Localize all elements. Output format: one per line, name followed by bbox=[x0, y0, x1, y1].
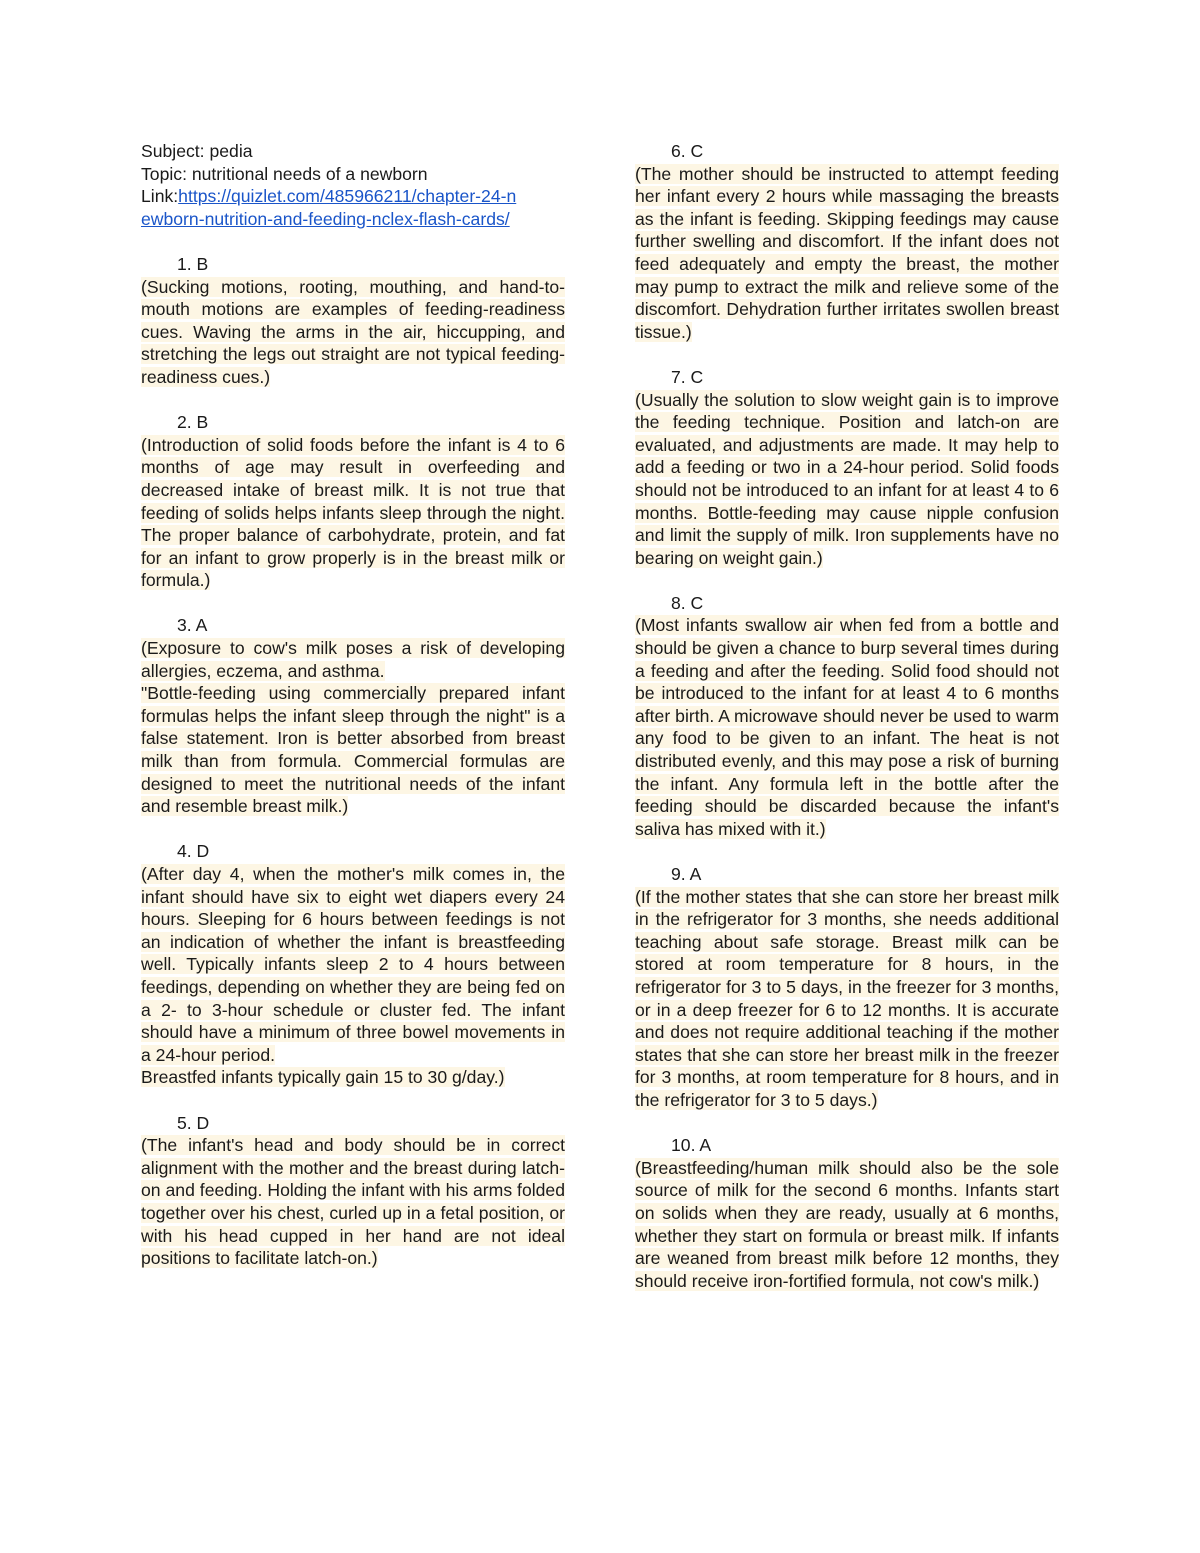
answer-2-label: 2. B bbox=[177, 412, 209, 433]
answer-7-label: 7. C bbox=[671, 366, 704, 387]
left-column bbox=[141, 140, 565, 1270]
answer-10-explanation: (Breastfeeding/human milk should also be the sole source of milk for the second 6 months. Infants start on solids when they are ready, usually at 6 months, whether they start on formula or breast milk. If infants are weaned from breast milk before 12 months, they should receive iron-fortified formula, not cow's milk.) bbox=[635, 1157, 1059, 1291]
answer-3-explanation: (Exposure to cow's milk poses a risk of developing allergies, eczema, and asthma. bbox=[141, 638, 565, 681]
answer-7-explanation: (Usually the solution to slow weight gain is to improve the feeding technique. Position and latch-on are evaluated, and adjustments are made. It may help to add a feeding or two in a 24-hour period. Solid foods should not be introduced to an infant for at least 4 to 6 months. Bottle-feeding may cause nipple confusion and limit the supply of milk. Iron supplements have no bearing on weight gain.) bbox=[635, 389, 1059, 568]
answer-3-explanation-cont: "Bottle-feeding using commercially prepared infant formulas helps the infant sleep through the night" is a false statement. Iron is better absorbed from breast milk than from formula. Commercial formulas are designed to meet the nutritional needs of the infant and resemble breast milk.) bbox=[141, 683, 565, 817]
answer-4-label: 4. D bbox=[177, 841, 210, 862]
subject-line: Subject: pedia bbox=[141, 141, 253, 161]
answer-9-label: 9. A bbox=[671, 864, 702, 884]
answer-4-explanation: (After day 4, when the mother's milk comes in, the infant should have six to eight wet diapers every 24 hours. Sleeping for 6 hours between feedings is not an indication of whether the infant is breastfeeding well. Typically infants sleep 2 to 4 hours between feedings, depending on whether they are being fed on a 2- to 3-hour schedule or cluster fed. The infant should have a minimum of three bowel movements in a 24-hour period. bbox=[141, 864, 565, 1065]
answer-1-label: 1. B bbox=[177, 253, 209, 274]
right-column bbox=[635, 140, 1059, 1292]
answer-5-explanation: (The infant's head and body should be in correct alignment with the mother and the breast during latch-on and feeding. Holding the infant with his arms folded together over his chest, curled up in a fetal position, or with his head cupped in her hand are not ideal positions to facilitate latch-on.) bbox=[141, 1135, 565, 1269]
answer-6-explanation: (The mother should be instructed to attempt feeding her infant every 2 hours while massaging the breasts as the infant is feeding. Skipping feedings may cause further swelling and discomfort. If the infant does not feed adequately and empty the breast, the mother may pump to extract the milk and relieve some of the discomfort. Dehydration further irritates swollen breast tissue.) bbox=[635, 163, 1059, 342]
document-header bbox=[141, 140, 565, 230]
answer-6-label: 6. C bbox=[671, 141, 704, 161]
quizlet-link[interactable]: https://quizlet.com/485966211/chapter-24-n bbox=[178, 186, 517, 207]
answer-3-label: 3. A bbox=[177, 615, 208, 636]
answer-2-explanation: (Introduction of solid foods before the infant is 4 to 6 months of age may result in overfeeding and decreased intake of breast milk. It is not true that feeding of solids helps infants sleep through the night. The proper balance of carbohydrate, protein, and fat for an infant to grow properly is in the breast milk or formula.) bbox=[141, 434, 565, 591]
answer-9-explanation: (If the mother states that she can store her breast milk in the refrigerator for 3 months, she needs additional teaching about safe storage. Breast milk can be stored at room temperature for 8 hours, in the refrigerator for 3 to 5 days, in the freezer for 3 months, or in a deep freezer for 6 to 12 months. It is accurate and does not require additional teaching if the mother states that she can store her breast milk in the freezer for 3 months, at room temperature for 8 hours, and in the refrigerator for 3 to 5 days.) bbox=[635, 886, 1059, 1110]
answer-8-explanation: (Most infants swallow air when fed from a bottle and should be given a chance to burp several times during a feeding and after the feeding. Solid food should not be introduced to the infant for at least 4 to 6 months after birth. A microwave should never be used to warm any food to be given to an infant. The heat is not distributed evenly, and this may pose a risk of burning the infant. Any formula left in the bottle after the feeding should be discarded because the infant's saliva has mixed with it.) bbox=[635, 615, 1059, 839]
answer-4-explanation-cont: Breastfed infants typically gain 15 to 30 g/day.) bbox=[141, 1067, 505, 1088]
topic-line: Topic: nutritional needs of a newborn bbox=[141, 163, 428, 184]
link-line bbox=[141, 185, 565, 208]
answer-8-label: 8. C bbox=[671, 592, 704, 613]
link-label: Link: bbox=[141, 186, 179, 207]
answer-5-label: 5. D bbox=[177, 1112, 210, 1133]
quizlet-link-continued[interactable]: ewborn-nutrition-and-feeding-nclex-flash-cards/ bbox=[141, 208, 510, 229]
answer-10-label: 10. A bbox=[671, 1135, 712, 1156]
answer-1-explanation: (Sucking motions, rooting, mouthing, and hand-to-mouth motions are examples of feeding-readiness cues. Waving the arms in the air, hiccupping, and stretching the legs out straight are not typical feeding-readiness cues.) bbox=[141, 276, 565, 387]
